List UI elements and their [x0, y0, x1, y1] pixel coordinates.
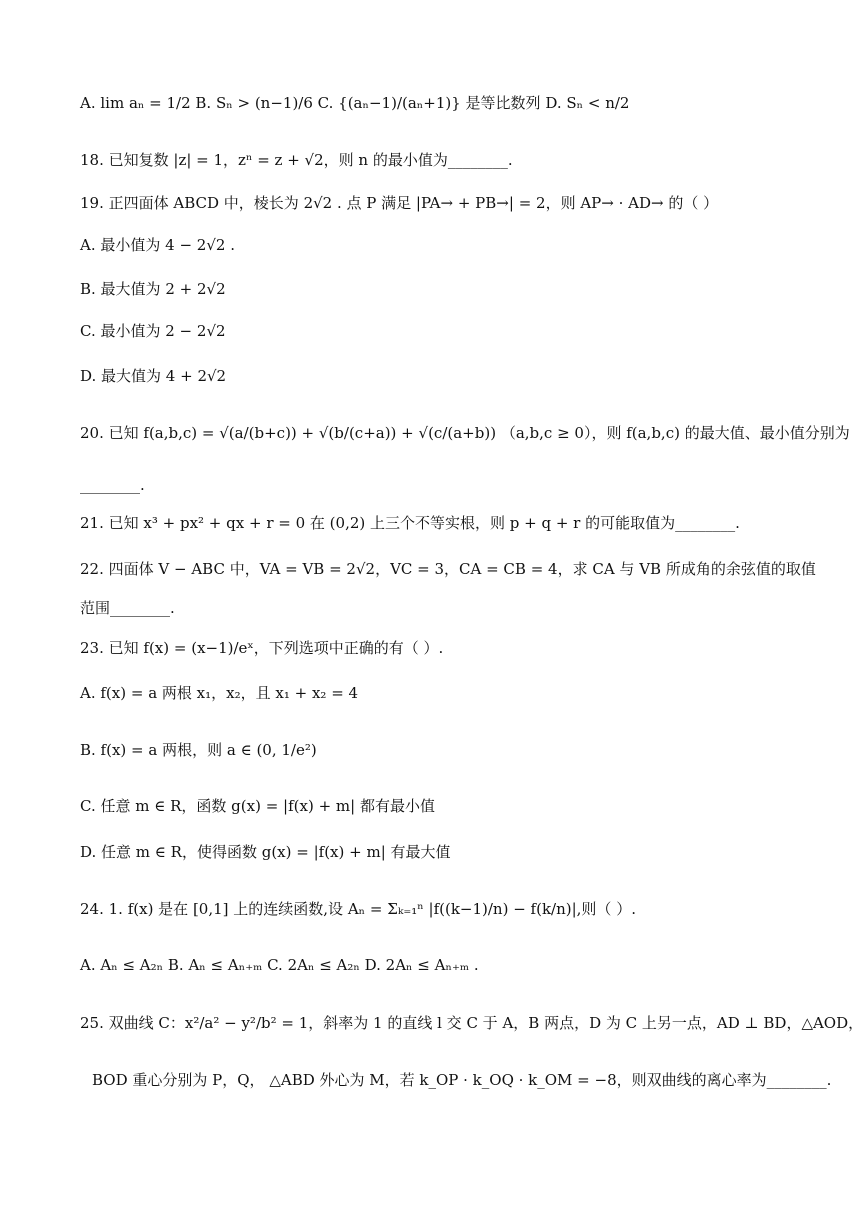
text-line: 21. 已知 x³ + px² + qx + r = 0 在 (0,2) 上三个不等实根，则 p + q + r 的可能取值为________. [80, 514, 740, 532]
text-line: ________. [80, 476, 145, 494]
text-line: B. 最大值为 2 + 2√2 [80, 280, 226, 298]
text-line: 19. 正四面体 ABCD 中，棱长为 2√2 . 点 P 满足 |PA→ + PB→| = 2，则 AP→ · AD→ 的（ ） [80, 194, 719, 212]
text-line: 25. 双曲线 C：x²/a² − y²/b² = 1，斜率为 1 的直线 l 交 C 于 A，B 两点，D 为 C 上另一点，AD ⊥ BD，△AOD， [80, 1014, 864, 1032]
text-line: 18. 已知复数 |z| = 1，zⁿ = z + √2，则 n 的最小值为________. [80, 151, 513, 169]
text-line: C. 最小值为 2 − 2√2 [80, 322, 226, 340]
text-line: 23. 已知 f(x) = (x−1)/eˣ，下列选项中正确的有（ ）. [80, 639, 444, 657]
text-line: 20. 已知 f(a,b,c) = √(a/(b+c)) + √(b/(c+a)) + √(c/(a+b)) （a,b,c ≥ 0），则 f(a,b,c) 的最大值、最小值分别为 [80, 424, 850, 442]
text-line: BOD 重心分别为 P，Q， △ABD 外心为 M，若 k_OP · k_OQ · k_OM = −8，则双曲线的离心率为________. [92, 1071, 832, 1089]
text-line: C. 任意 m ∈ R，函数 g(x) = |f(x) + m| 都有最小值 [80, 797, 435, 815]
text-line: 22. 四面体 V − ABC 中，VA = VB = 2√2，VC = 3，CA = CB = 4，求 CA 与 VB 所成角的余弦值的取值 [80, 560, 816, 578]
text-line: 24. 1. f(x) 是在 [0,1] 上的连续函数,设 Aₙ = Σₖ₌₁ⁿ |f((k−1)/n) − f(k/n)|,则（ ）. [80, 900, 636, 918]
text-line: A. lim aₙ = 1/2 B. Sₙ > (n−1)/6 C. {(aₙ−1)/(aₙ+1)} 是等比数列 D. Sₙ < n/2 [80, 94, 630, 112]
text-line: A. 最小值为 4 − 2√2 . [80, 236, 235, 254]
text-line: D. 任意 m ∈ R，使得函数 g(x) = |f(x) + m| 有最大值 [80, 843, 451, 861]
text-line: 范围________. [80, 599, 175, 617]
text-line: A. f(x) = a 两根 x₁，x₂，且 x₁ + x₂ = 4 [80, 684, 359, 702]
text-line: D. 最大值为 4 + 2√2 [80, 367, 227, 385]
text-line: A. Aₙ ≤ A₂ₙ B. Aₙ ≤ Aₙ₊ₘ C. 2Aₙ ≤ A₂ₙ D. 2Aₙ ≤ Aₙ₊ₘ . [80, 956, 479, 974]
text-line: B. f(x) = a 两根，则 a ∈ (0, 1/e²) [80, 741, 317, 759]
